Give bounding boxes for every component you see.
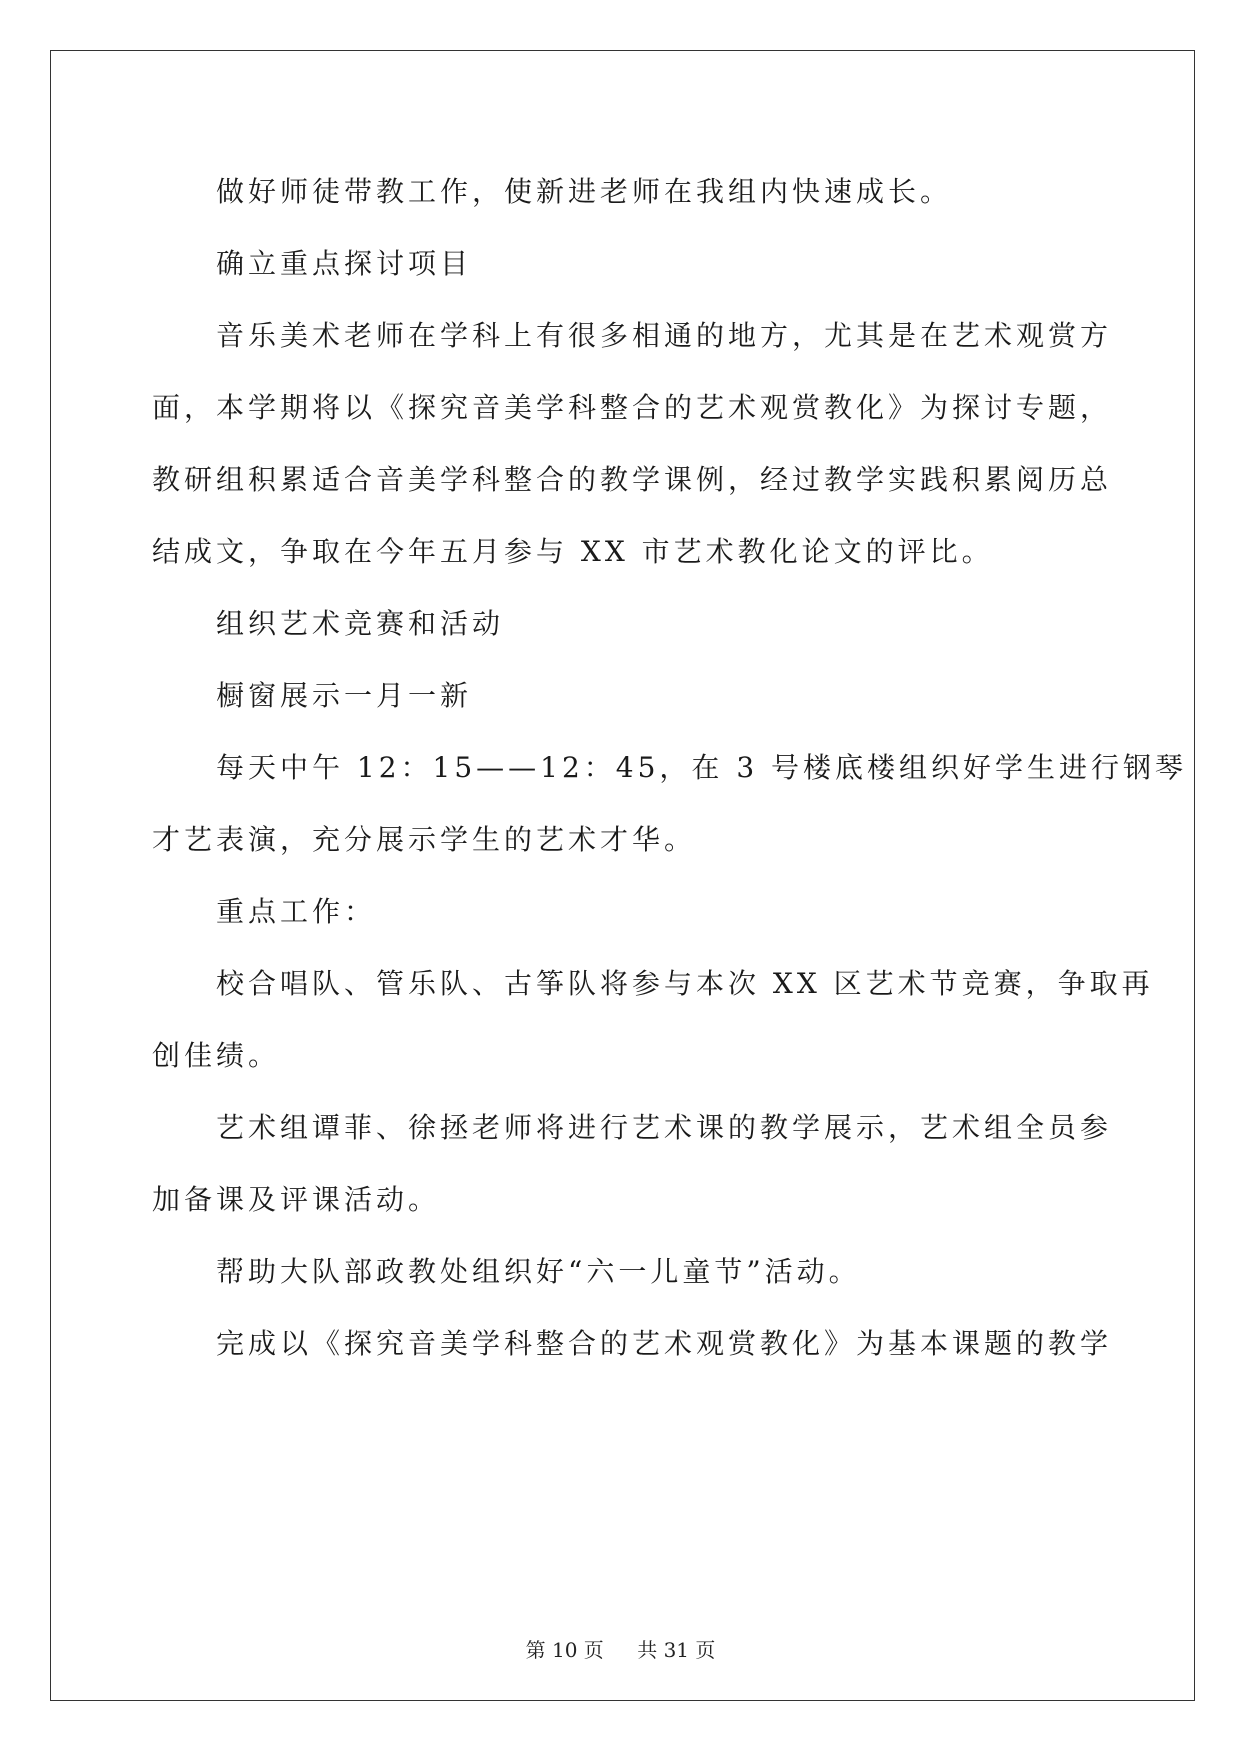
page-footer [0,1634,1241,1663]
paragraph-line: 帮助大队部政教处组织好“六一儿童节”活动。 [216,1255,861,1288]
paragraph-line: 才艺表演，充分展示学生的艺术才华。 [152,823,697,856]
paragraph-line: 创佳绩。 [152,1039,281,1072]
paragraph-line: 结成文，争取在今年五月参与 XX 市艺术教化论文的评比。 [152,535,994,568]
section-heading: 重点工作： [216,895,377,928]
section-heading: 确立重点探讨项目 [216,247,473,280]
section-heading: 组织艺术竞赛和活动 [216,607,505,640]
paragraph-line: 面，本学期将以《探究音美学科整合的艺术观赏教化》为探讨专题， [152,391,1113,424]
paragraph-line: 教研组积累适合音美学科整合的教学课例，经过教学实践积累阅历总 [152,463,1113,496]
paragraph-line: 做好师徒带教工作，使新进老师在我组内快速成长。 [216,175,953,208]
paragraph-line: 校合唱队、管乐队、古筝队将参与本次 XX 区艺术节竞赛，争取再 [216,967,1154,1000]
page-total: 共 31 页 [637,1638,716,1662]
document-body [152,160,1188,1376]
paragraph-line: 音乐美术老师在学科上有很多相通的地方，尤其是在艺术观赏方 [216,319,1113,352]
paragraph-line: 每天中午 12：15——12：45，在 3 号楼底楼组织好学生进行钢琴 [216,751,1188,784]
paragraph-line: 完成以《探究音美学科整合的艺术观赏教化》为基本课题的教学 [216,1327,1113,1360]
section-heading: 橱窗展示一月一新 [216,679,473,712]
paragraph-line: 艺术组谭菲、徐拯老师将进行艺术课的教学展示，艺术组全员参 [216,1111,1113,1144]
page-number: 第 10 页 [525,1638,604,1662]
paragraph-line: 加备课及评课活动。 [152,1183,441,1216]
